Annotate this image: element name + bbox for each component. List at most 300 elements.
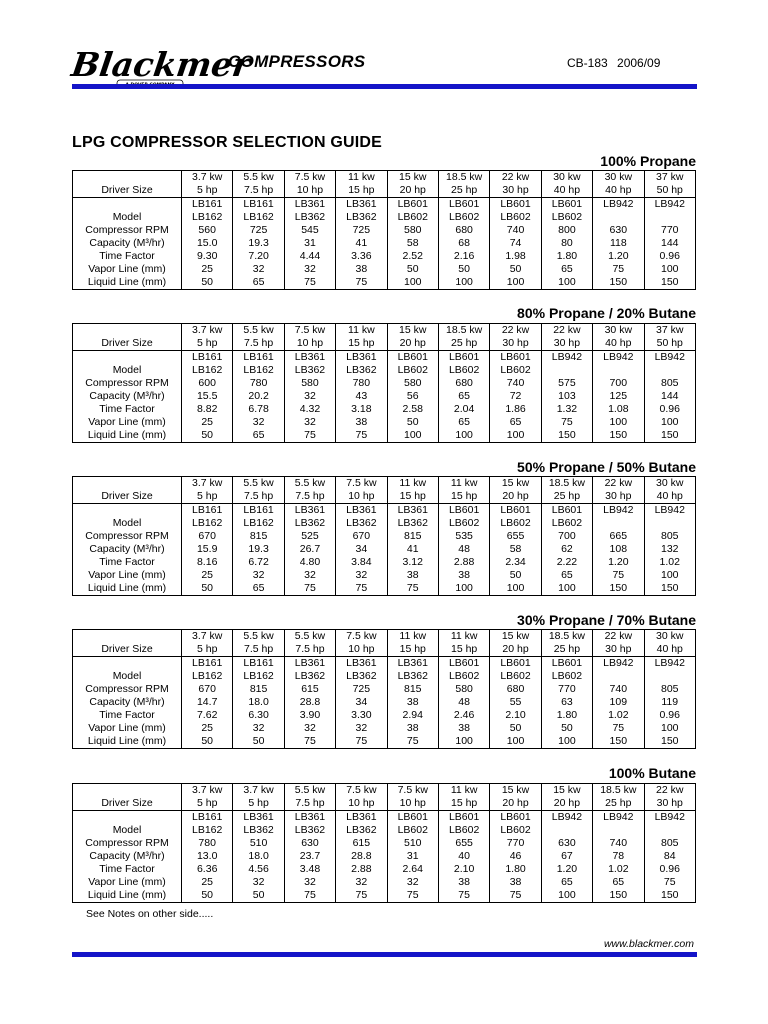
liquid-line-cell: 75 [284, 429, 335, 443]
driver-kw-cell: 37 kw [644, 171, 695, 185]
model-cell: LB942 [644, 504, 695, 518]
driver-hp-cell: 40 hp [541, 184, 592, 198]
vapor-line-cell: 65 [541, 876, 592, 889]
model-cell: LB162 [182, 364, 233, 377]
rpm-cell: 670 [336, 530, 387, 543]
driver-hp-cell: 15 hp [438, 797, 489, 811]
rpm-cell: 770 [541, 683, 592, 696]
vapor-line-cell: 32 [336, 876, 387, 889]
rpm-cell: 670 [182, 530, 233, 543]
vapor-line-cell: 38 [387, 569, 438, 582]
rpm-cell: 615 [284, 683, 335, 696]
vapor-line-cell: 100 [644, 263, 695, 276]
driver-hp-cell: 20 hp [387, 337, 438, 351]
time-factor-cell: 1.80 [490, 863, 541, 876]
row-label [73, 504, 182, 518]
vapor-line-cell: 50 [490, 263, 541, 276]
row-label: Compressor RPM [73, 530, 182, 543]
model-cell: LB601 [387, 811, 438, 825]
model-cell: LB602 [490, 517, 541, 530]
liquid-line-cell: 150 [644, 582, 695, 596]
model-cell [644, 211, 695, 224]
capacity-cell: 43 [336, 390, 387, 403]
liquid-line-cell: 75 [438, 889, 489, 903]
row-label: Vapor Line (mm) [73, 263, 182, 276]
capacity-cell: 80 [541, 237, 592, 250]
rpm-cell: 740 [593, 683, 644, 696]
row-label: Model [73, 364, 182, 377]
capacity-cell: 19.3 [233, 543, 284, 556]
driver-hp-cell: 30 hp [490, 337, 541, 351]
model-cell: LB601 [490, 351, 541, 365]
rpm-cell: 545 [284, 224, 335, 237]
svg-text:Blackmer: Blackmer [69, 45, 253, 84]
model-cell [541, 364, 592, 377]
table-row [73, 517, 696, 530]
table-row [73, 630, 696, 644]
liquid-line-cell: 50 [182, 276, 233, 290]
time-factor-cell: 1.20 [593, 556, 644, 569]
driver-hp-cell: 5 hp [182, 797, 233, 811]
model-cell: LB942 [593, 198, 644, 212]
vapor-line-cell: 65 [438, 416, 489, 429]
row-label: Driver Size [73, 337, 182, 351]
driver-hp-cell: 30 hp [541, 337, 592, 351]
model-cell: LB361 [387, 504, 438, 518]
row-label: Time Factor [73, 709, 182, 722]
model-cell: LB162 [182, 670, 233, 683]
time-factor-cell: 2.34 [490, 556, 541, 569]
model-cell: LB361 [336, 657, 387, 671]
capacity-cell: 58 [387, 237, 438, 250]
driver-kw-cell: 22 kw [593, 477, 644, 491]
brand-title: COMPRESSORS [228, 52, 366, 71]
table-row [73, 811, 696, 825]
driver-kw-cell: 7.5 kw [336, 630, 387, 644]
rpm-cell: 655 [438, 837, 489, 850]
capacity-cell: 32 [284, 390, 335, 403]
driver-hp-cell: 25 hp [438, 337, 489, 351]
driver-hp-cell: 25 hp [593, 797, 644, 811]
model-cell: LB602 [438, 824, 489, 837]
rpm-cell: 700 [593, 377, 644, 390]
liquid-line-cell: 150 [644, 889, 695, 903]
capacity-cell: 31 [284, 237, 335, 250]
model-cell [593, 670, 644, 683]
time-factor-cell: 3.12 [387, 556, 438, 569]
liquid-line-cell: 50 [233, 889, 284, 903]
driver-kw-cell: 7.5 kw [336, 784, 387, 798]
driver-hp-cell: 20 hp [490, 643, 541, 657]
capacity-cell: 72 [490, 390, 541, 403]
driver-kw-cell: 15 kw [387, 171, 438, 185]
capacity-cell: 108 [593, 543, 644, 556]
liquid-line-cell: 100 [541, 582, 592, 596]
driver-kw-cell: 11 kw [387, 477, 438, 491]
time-factor-cell: 4.56 [233, 863, 284, 876]
model-cell: LB361 [284, 811, 335, 825]
table-row [73, 429, 696, 443]
vapor-line-cell: 50 [490, 722, 541, 735]
capacity-cell: 132 [644, 543, 695, 556]
time-factor-cell: 2.04 [438, 403, 489, 416]
liquid-line-cell: 100 [541, 735, 592, 749]
capacity-cell: 34 [336, 696, 387, 709]
rpm-cell: 740 [490, 224, 541, 237]
time-factor-cell: 3.48 [284, 863, 335, 876]
capacity-cell: 48 [438, 543, 489, 556]
model-cell: LB601 [490, 811, 541, 825]
liquid-line-cell: 75 [284, 889, 335, 903]
driver-kw-cell: 5.5 kw [284, 630, 335, 644]
driver-hp-cell: 20 hp [490, 797, 541, 811]
row-label: Driver Size [73, 184, 182, 198]
rpm-cell: 510 [387, 837, 438, 850]
model-cell: LB362 [336, 364, 387, 377]
vapor-line-cell: 75 [593, 569, 644, 582]
liquid-line-cell: 150 [644, 276, 695, 290]
liquid-line-cell: 150 [593, 582, 644, 596]
capacity-cell: 18.0 [233, 696, 284, 709]
capacity-cell: 34 [336, 543, 387, 556]
row-label: Liquid Line (mm) [73, 429, 182, 443]
time-factor-cell: 1.86 [490, 403, 541, 416]
driver-hp-cell: 30 hp [490, 184, 541, 198]
rpm-cell: 805 [644, 530, 695, 543]
driver-hp-cell: 40 hp [644, 490, 695, 504]
liquid-line-cell: 75 [336, 582, 387, 596]
table-row [73, 889, 696, 903]
table-row [73, 477, 696, 491]
time-factor-cell: 1.32 [541, 403, 592, 416]
row-label: Liquid Line (mm) [73, 735, 182, 749]
time-factor-cell: 3.36 [336, 250, 387, 263]
driver-hp-cell: 5 hp [182, 643, 233, 657]
row-label: Model [73, 211, 182, 224]
capacity-cell: 20.2 [233, 390, 284, 403]
driver-hp-cell: 20 hp [387, 184, 438, 198]
row-label: Compressor RPM [73, 837, 182, 850]
driver-kw-cell: 5.5 kw [233, 630, 284, 644]
rpm-cell: 680 [438, 224, 489, 237]
time-factor-cell: 2.22 [541, 556, 592, 569]
row-label: Capacity (M³/hr) [73, 390, 182, 403]
model-cell: LB361 [387, 657, 438, 671]
driver-hp-cell: 7.5 hp [284, 643, 335, 657]
driver-hp-cell: 15 hp [438, 643, 489, 657]
model-cell: LB942 [644, 811, 695, 825]
driver-hp-cell: 10 hp [336, 490, 387, 504]
model-cell: LB602 [438, 517, 489, 530]
liquid-line-cell: 100 [387, 429, 438, 443]
liquid-line-cell: 75 [490, 889, 541, 903]
model-cell: LB361 [336, 811, 387, 825]
capacity-cell: 19.3 [233, 237, 284, 250]
row-label: Time Factor [73, 250, 182, 263]
time-factor-cell: 8.16 [182, 556, 233, 569]
model-cell: LB601 [438, 198, 489, 212]
model-cell: LB602 [490, 670, 541, 683]
rpm-cell: 670 [182, 683, 233, 696]
model-cell: LB942 [593, 657, 644, 671]
time-factor-cell: 0.96 [644, 863, 695, 876]
table-row [73, 184, 696, 198]
table-row [73, 211, 696, 224]
rpm-cell: 805 [644, 683, 695, 696]
rpm-cell: 535 [438, 530, 489, 543]
driver-kw-cell: 3.7 kw [182, 171, 233, 185]
driver-kw-cell: 5.5 kw [233, 477, 284, 491]
row-label [73, 630, 182, 644]
model-cell: LB162 [233, 364, 284, 377]
driver-hp-cell: 30 hp [593, 490, 644, 504]
table-row [73, 250, 696, 263]
table-row [73, 657, 696, 671]
row-label: Driver Size [73, 490, 182, 504]
model-cell [644, 517, 695, 530]
table-row [73, 876, 696, 889]
capacity-cell: 125 [593, 390, 644, 403]
vapor-line-cell: 25 [182, 722, 233, 735]
driver-hp-cell: 10 hp [387, 797, 438, 811]
model-cell: LB942 [541, 811, 592, 825]
liquid-line-cell: 75 [284, 735, 335, 749]
model-cell: LB602 [387, 364, 438, 377]
vapor-line-cell: 32 [284, 722, 335, 735]
time-factor-cell: 0.96 [644, 709, 695, 722]
row-label [73, 324, 182, 338]
capacity-cell: 119 [644, 696, 695, 709]
row-label: Time Factor [73, 863, 182, 876]
row-label: Vapor Line (mm) [73, 876, 182, 889]
vapor-line-cell: 50 [438, 263, 489, 276]
model-cell: LB942 [541, 351, 592, 365]
footer-divider-bar [72, 952, 697, 957]
driver-hp-cell: 7.5 hp [233, 490, 284, 504]
vapor-line-cell: 32 [233, 876, 284, 889]
capacity-cell: 68 [438, 237, 489, 250]
row-label [73, 811, 182, 825]
vapor-line-cell: 38 [438, 569, 489, 582]
liquid-line-cell: 100 [490, 582, 541, 596]
model-cell: LB601 [490, 504, 541, 518]
header-divider-bar [72, 84, 697, 89]
rpm-cell: 805 [644, 837, 695, 850]
table-row [73, 683, 696, 696]
rpm-cell: 770 [644, 224, 695, 237]
time-factor-cell: 0.96 [644, 250, 695, 263]
liquid-line-cell: 100 [438, 735, 489, 749]
time-factor-cell: 7.62 [182, 709, 233, 722]
vapor-line-cell: 75 [644, 876, 695, 889]
model-cell: LB942 [593, 351, 644, 365]
rpm-cell: 680 [490, 683, 541, 696]
row-label: Compressor RPM [73, 683, 182, 696]
driver-hp-cell: 10 hp [336, 797, 387, 811]
vapor-line-cell: 75 [541, 416, 592, 429]
rpm-cell: 630 [593, 224, 644, 237]
driver-kw-cell: 30 kw [593, 171, 644, 185]
driver-kw-cell: 15 kw [541, 784, 592, 798]
table-row [73, 709, 696, 722]
vapor-line-cell: 50 [387, 416, 438, 429]
capacity-cell: 15.0 [182, 237, 233, 250]
row-label: Vapor Line (mm) [73, 722, 182, 735]
model-cell: LB942 [644, 351, 695, 365]
rpm-cell: 815 [387, 683, 438, 696]
model-cell [593, 364, 644, 377]
rpm-cell: 805 [644, 377, 695, 390]
liquid-line-cell: 75 [336, 735, 387, 749]
driver-kw-cell: 5.5 kw [284, 784, 335, 798]
rpm-cell: 740 [490, 377, 541, 390]
time-factor-cell: 8.82 [182, 403, 233, 416]
driver-hp-cell: 5 hp [182, 184, 233, 198]
model-cell: LB162 [233, 211, 284, 224]
driver-hp-cell: 40 hp [593, 184, 644, 198]
vapor-line-cell: 65 [541, 263, 592, 276]
driver-kw-cell: 30 kw [644, 477, 695, 491]
liquid-line-cell: 75 [336, 889, 387, 903]
model-cell: LB602 [387, 211, 438, 224]
model-cell: LB362 [284, 517, 335, 530]
model-cell: LB361 [284, 198, 335, 212]
model-cell: LB362 [233, 824, 284, 837]
rpm-cell: 815 [387, 530, 438, 543]
model-cell: LB362 [336, 211, 387, 224]
model-cell: LB161 [182, 351, 233, 365]
time-factor-cell: 4.32 [284, 403, 335, 416]
table-row [73, 850, 696, 863]
rpm-cell: 815 [233, 683, 284, 696]
liquid-line-cell: 75 [284, 582, 335, 596]
rpm-cell: 580 [284, 377, 335, 390]
rpm-cell: 780 [182, 837, 233, 850]
time-factor-cell: 4.44 [284, 250, 335, 263]
model-cell: LB361 [284, 504, 335, 518]
vapor-line-cell: 100 [644, 416, 695, 429]
liquid-line-cell: 75 [284, 276, 335, 290]
model-cell: LB601 [490, 198, 541, 212]
table-row [73, 735, 696, 749]
driver-hp-cell: 5 hp [182, 337, 233, 351]
capacity-cell: 48 [438, 696, 489, 709]
driver-kw-cell: 18.5 kw [438, 171, 489, 185]
time-factor-cell: 2.16 [438, 250, 489, 263]
vapor-line-cell: 65 [541, 569, 592, 582]
model-cell [644, 364, 695, 377]
driver-hp-cell: 10 hp [284, 337, 335, 351]
section-title: 80% Propane / 20% Butane [517, 305, 696, 321]
driver-hp-cell: 25 hp [541, 490, 592, 504]
capacity-cell: 38 [387, 696, 438, 709]
driver-hp-cell: 7.5 hp [233, 337, 284, 351]
liquid-line-cell: 150 [541, 429, 592, 443]
driver-kw-cell: 3.7 kw [182, 784, 233, 798]
vapor-line-cell: 32 [284, 416, 335, 429]
liquid-line-cell: 100 [438, 276, 489, 290]
driver-kw-cell: 18.5 kw [438, 324, 489, 338]
driver-kw-cell: 11 kw [438, 784, 489, 798]
liquid-line-cell: 100 [541, 276, 592, 290]
driver-kw-cell: 15 kw [490, 784, 541, 798]
driver-kw-cell: 7.5 kw [284, 171, 335, 185]
notes-text: See Notes on other side..... [86, 908, 214, 920]
compressor-table [72, 783, 696, 903]
section-title: 100% Propane [600, 153, 696, 169]
driver-kw-cell: 3.7 kw [182, 324, 233, 338]
liquid-line-cell: 100 [490, 735, 541, 749]
model-cell [541, 824, 592, 837]
row-label: Liquid Line (mm) [73, 889, 182, 903]
row-label: Capacity (M³/hr) [73, 237, 182, 250]
capacity-cell: 103 [541, 390, 592, 403]
row-label: Capacity (M³/hr) [73, 696, 182, 709]
liquid-line-cell: 100 [490, 429, 541, 443]
row-label [73, 171, 182, 185]
rpm-cell: 580 [387, 377, 438, 390]
model-cell: LB161 [233, 351, 284, 365]
row-label [73, 351, 182, 365]
model-cell: LB362 [336, 670, 387, 683]
model-cell: LB602 [490, 824, 541, 837]
time-factor-cell: 1.80 [541, 250, 592, 263]
row-label: Vapor Line (mm) [73, 569, 182, 582]
liquid-line-cell: 100 [387, 276, 438, 290]
model-cell: LB162 [233, 517, 284, 530]
driver-kw-cell: 22 kw [593, 630, 644, 644]
table-row [73, 390, 696, 403]
time-factor-cell: 2.94 [387, 709, 438, 722]
vapor-line-cell: 65 [593, 876, 644, 889]
liquid-line-cell: 75 [387, 889, 438, 903]
model-cell: LB161 [182, 198, 233, 212]
liquid-line-cell: 150 [593, 276, 644, 290]
vapor-line-cell: 25 [182, 263, 233, 276]
rpm-cell: 800 [541, 224, 592, 237]
time-factor-cell: 3.90 [284, 709, 335, 722]
model-cell: LB362 [284, 364, 335, 377]
time-factor-cell: 2.58 [387, 403, 438, 416]
driver-hp-cell: 40 hp [644, 643, 695, 657]
model-cell: LB602 [541, 670, 592, 683]
model-cell: LB601 [541, 504, 592, 518]
capacity-cell: 15.9 [182, 543, 233, 556]
driver-hp-cell: 10 hp [284, 184, 335, 198]
model-cell: LB942 [593, 811, 644, 825]
capacity-cell: 65 [438, 390, 489, 403]
time-factor-cell: 1.02 [593, 863, 644, 876]
vapor-line-cell: 32 [233, 569, 284, 582]
model-cell: LB162 [182, 824, 233, 837]
driver-hp-cell: 40 hp [593, 337, 644, 351]
liquid-line-cell: 150 [644, 429, 695, 443]
row-label: Driver Size [73, 643, 182, 657]
model-cell: LB601 [438, 504, 489, 518]
document-id: CB-183 2006/09 [567, 56, 661, 70]
section-title: 30% Propane / 70% Butane [517, 612, 696, 628]
table-row [73, 543, 696, 556]
rpm-cell: 580 [438, 683, 489, 696]
vapor-line-cell: 50 [541, 722, 592, 735]
table-row [73, 237, 696, 250]
vapor-line-cell: 32 [233, 263, 284, 276]
vapor-line-cell: 32 [284, 876, 335, 889]
driver-kw-cell: 11 kw [336, 324, 387, 338]
time-factor-cell: 1.02 [593, 709, 644, 722]
capacity-cell: 28.8 [284, 696, 335, 709]
model-cell: LB361 [336, 504, 387, 518]
